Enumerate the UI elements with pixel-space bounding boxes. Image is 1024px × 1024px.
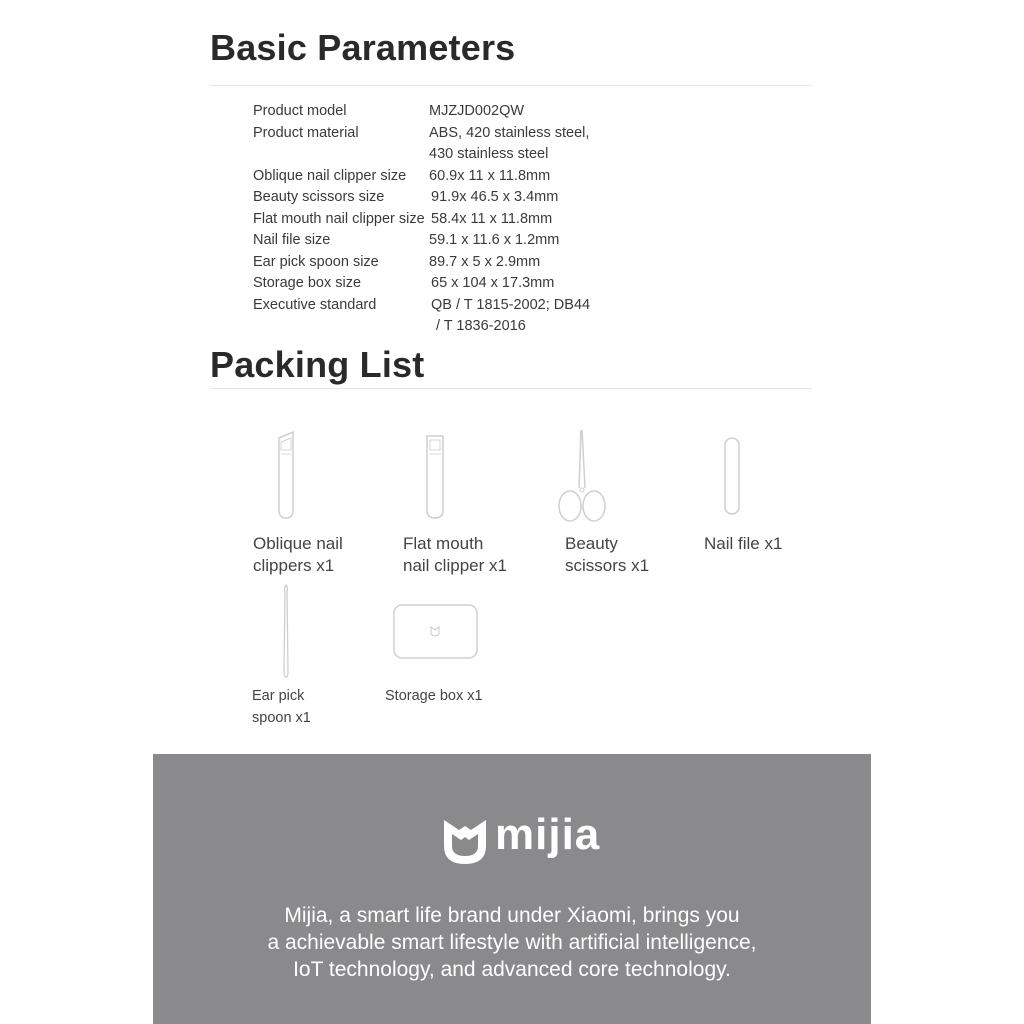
param-value: 89.7 x 5 x 2.9mm [429, 253, 541, 270]
param-label: Flat mouth nail clipper size [253, 210, 425, 227]
packing-item-label: Oblique nail clippers x1 [253, 534, 343, 575]
oblique-nail-clipper-icon [270, 428, 302, 524]
param-label: Executive standard [253, 296, 377, 313]
param-value: ABS, 420 stainless steel, [429, 124, 590, 141]
brand-tagline-line: IoT technology, and advanced core technology. [293, 958, 731, 981]
param-label: Beauty scissors size [253, 189, 385, 205]
mijia-logo-icon [441, 816, 489, 868]
brand-tagline-line: Mijia, a smart life brand under Xiaomi, brings you [284, 904, 740, 927]
param-label: Product material [253, 124, 359, 141]
param-label: Product model [253, 103, 347, 119]
scissors-icon [555, 428, 611, 526]
param-value: 91.9x 46.5 x 3.4mm [431, 189, 559, 205]
param-value: 59.1 x 11.6 x 1.2mm [429, 232, 560, 248]
param-value: 65 x 104 x 17.3mm [431, 275, 555, 291]
param-value: 60.9x 11 x 11.8mm [429, 167, 551, 184]
divider [210, 85, 812, 86]
param-value: 58.4x 11 x 11.8mm [431, 210, 553, 227]
divider [210, 388, 812, 389]
packing-list-title: Packing List [210, 344, 425, 385]
param-label: Nail file size [253, 232, 331, 248]
packing-item-label: Flat mouth nail clipper x1 [403, 534, 507, 575]
brand-banner [153, 754, 871, 1024]
brand-logo-text: mijia [495, 810, 601, 859]
param-value: QB / T 1815-2002; DB44 [431, 296, 591, 313]
brand-tagline-line: a achievable smart lifestyle with artificial intelligence, [267, 931, 757, 954]
ear-pick-icon [276, 582, 296, 680]
param-value: / T 1836-2016 [436, 318, 526, 334]
basic-parameters-title: Basic Parameters [210, 27, 516, 68]
param-value: 430 stainless steel [429, 146, 549, 162]
packing-item-label: Ear pick spoon x1 [252, 688, 311, 726]
packing-item-label: Storage box x1 [385, 688, 483, 704]
packing-item-label: Nail file x1 [704, 534, 783, 553]
packing-item-label: Beauty scissors x1 [565, 534, 650, 575]
flat-mouth-nail-clipper-icon [419, 430, 451, 524]
param-label: Oblique nail clipper size [253, 167, 407, 184]
param-label: Storage box size [253, 275, 362, 291]
storage-box-icon [392, 603, 480, 661]
nail-file-icon [720, 436, 744, 518]
param-label: Ear pick spoon size [253, 253, 379, 270]
param-value: MJZJD002QW [429, 103, 525, 119]
